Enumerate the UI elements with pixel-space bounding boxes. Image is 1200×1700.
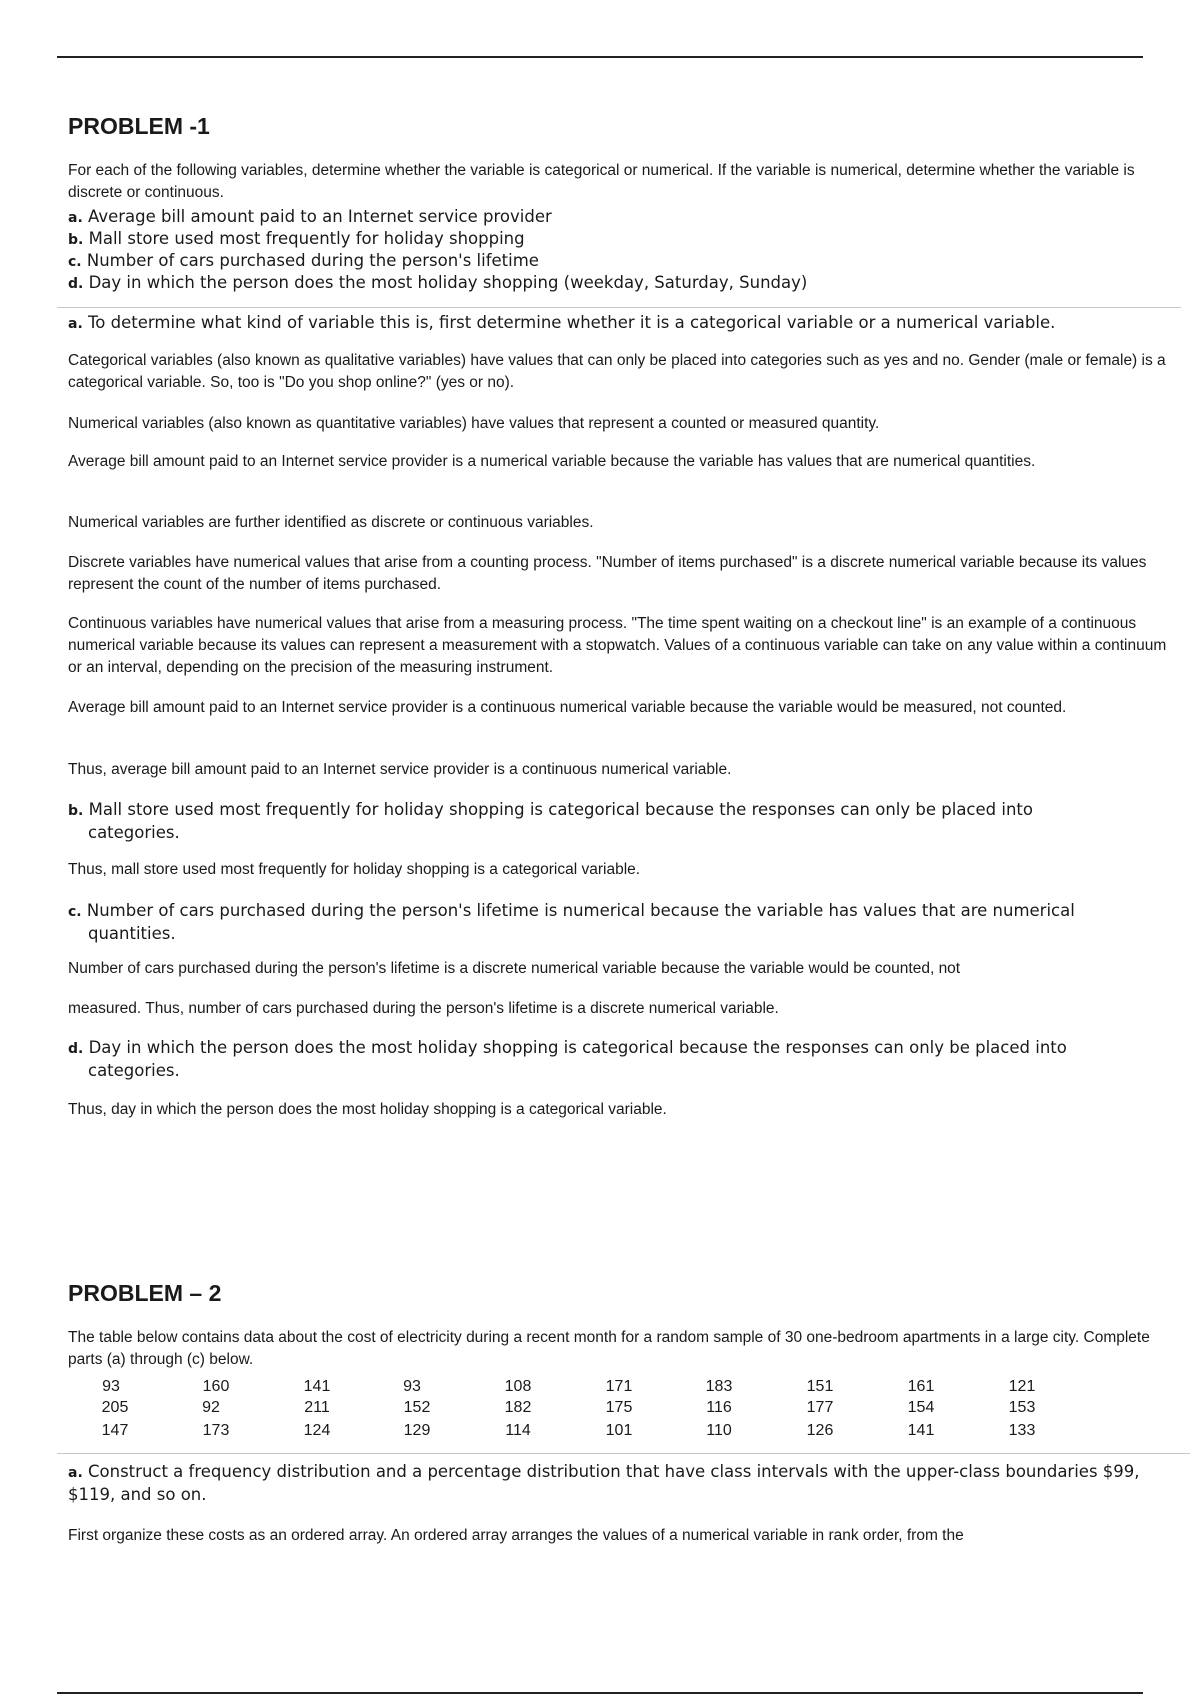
problem2-separator (57, 1453, 1190, 1454)
table-cell: 126 (806, 1422, 834, 1439)
problem1-item-b (68, 228, 1178, 251)
answer-b-para: Thus, mall store used most frequently for holiday shopping is a categorical variable. (68, 861, 641, 878)
table-cell: 205 (101, 1399, 129, 1416)
answer-text: Construct a frequency distribution and a percentage distribution that have class intervals with the upper-class boundaries $99, $119, and so on. (68, 1462, 1140, 1504)
answer-a-heading (68, 312, 1178, 335)
problem1-intro: For each of the following variables, determine whether the variable is categorical or numerical. If the variable is numerical, determine whether the variable is discrete or continuous. (68, 162, 1135, 201)
item-text: Mall store used most frequently for holiday shopping (88, 229, 525, 248)
answer-continuation: quantities. (88, 924, 176, 943)
problem1-item-c (68, 250, 1178, 273)
top-rule (57, 56, 1143, 58)
answer-label: d. (68, 1041, 84, 1057)
answer-text: To determine what kind of variable this is, first determine whether it is a categorical variable or a numerical variable. (88, 313, 1056, 332)
table-cell: 182 (504, 1399, 532, 1416)
problem1-title: PROBLEM -1 (68, 113, 210, 139)
problem2-title: PROBLEM – 2 (68, 1280, 222, 1306)
answer-label: b. (68, 803, 84, 819)
table-cell: 153 (1008, 1399, 1036, 1416)
item-text: Average bill amount paid to an Internet service provider (88, 207, 552, 226)
answer-c-para-1: Number of cars purchased during the person's lifetime is a discrete numerical variable because the variable would be counted, not (68, 960, 961, 977)
table-cell: 101 (605, 1422, 633, 1439)
answer-a-para-6: Continuous variables have numerical values that arise from a measuring process. "The time spent waiting on a checkout line" is an example of a continuous numerical variable because its values can represent a measurement with a stopwatch. Values of a continuous variable can take on any value within a continuum or an interval, depending on the precision of the measuring instrument. (68, 615, 1167, 676)
answer-d-para: Thus, day in which the person does the most holiday shopping is a categorical variable. (68, 1101, 667, 1118)
answer-continuation: categories. (88, 1061, 180, 1080)
answer-a-para-8: Thus, average bill amount paid to an Internet service provider is a continuous numerical variable. (68, 761, 732, 778)
item-label: b. (68, 232, 84, 248)
answer-label: c. (68, 904, 82, 920)
answer-b-heading (68, 799, 1178, 844)
table-cell: 114 (505, 1422, 531, 1439)
table-cell: 133 (1008, 1422, 1036, 1439)
table-cell: 151 (806, 1378, 834, 1395)
table-cell: 121 (1008, 1378, 1036, 1395)
answer-a-para-7: Average bill amount paid to an Internet service provider is a continuous numerical variable because the variable would be measured, not counted. (68, 699, 1067, 716)
table-cell: 147 (101, 1422, 129, 1439)
answer-label: a. (68, 1465, 83, 1481)
answer-a-para-5: Discrete variables have numerical values that arise from a counting process. "Number of items purchased" is a discrete numerical variable because its values represent the count of the number of items purchased. (68, 554, 1147, 593)
item-text: Number of cars purchased during the person's lifetime (86, 251, 539, 270)
table-cell: 183 (705, 1378, 733, 1395)
answer-a-para-3: Average bill amount paid to an Internet service provider is a numerical variable because the variable has values that are numerical quantities. (68, 453, 1036, 470)
answer-text: Day in which the person does the most holiday shopping is categorical because the responses can only be placed into (88, 1038, 1067, 1057)
item-text: Day in which the person does the most holiday shopping (weekday, Saturday, Sunday) (88, 273, 808, 292)
item-label: d. (68, 276, 84, 292)
table-cell: 108 (504, 1378, 532, 1395)
table-cell: 93 (403, 1378, 421, 1395)
table-cell: 92 (202, 1399, 220, 1416)
table-cell: 152 (403, 1399, 431, 1416)
table-cell: 160 (202, 1378, 230, 1395)
answer-c-heading (68, 900, 1178, 945)
table-cell: 211 (304, 1399, 330, 1416)
bottom-rule (57, 1692, 1143, 1694)
answer-a-para-2: Numerical variables (also known as quantitative variables) have values that represent a counted or measured quantity. (68, 415, 880, 432)
table-cell: 175 (605, 1399, 633, 1416)
problem1-separator (57, 307, 1181, 308)
problem2-intro: The table below contains data about the cost of electricity during a recent month for a random sample of 30 one-bedroom apartments in a large city. Complete parts (a) through (c) below. (68, 1329, 1150, 1368)
answer-label: a. (68, 316, 83, 332)
problem1-item-a (68, 206, 1178, 229)
table-cell: 110 (706, 1422, 732, 1439)
answer-a-para-4: Numerical variables are further identified as discrete or continuous variables. (68, 514, 594, 531)
table-cell: 177 (806, 1399, 834, 1416)
answer-text: Number of cars purchased during the person's lifetime is numerical because the variable has values that are numerical (86, 901, 1075, 920)
item-label: a. (68, 210, 83, 226)
table-cell: 171 (605, 1378, 633, 1395)
table-cell: 141 (303, 1378, 331, 1395)
problem2-answer-a-para: First organize these costs as an ordered array. An ordered array arranges the values of a numerical variable in rank order, from the (68, 1527, 964, 1544)
table-cell: 116 (706, 1399, 732, 1416)
table-cell: 173 (202, 1422, 230, 1439)
answer-c-para-2: measured. Thus, number of cars purchased during the person's lifetime is a discrete numerical variable. (68, 1000, 779, 1017)
table-cell: 154 (907, 1399, 935, 1416)
table-cell: 93 (102, 1378, 120, 1395)
answer-continuation: categories. (88, 823, 180, 842)
answer-text: Mall store used most frequently for holiday shopping is categorical because the responses can only be placed into (88, 800, 1033, 819)
table-cell: 124 (303, 1422, 331, 1439)
table-cell: 161 (907, 1378, 935, 1395)
answer-d-heading (68, 1037, 1178, 1082)
answer-a-para-1: Categorical variables (also known as qualitative variables) have values that can only be placed into categories such as yes and no. Gender (male or female) is a categorical variable. So, too is "Do you shop online?" (yes or no). (68, 352, 1166, 391)
problem1-item-d (68, 272, 1178, 295)
table-cell: 129 (403, 1422, 431, 1439)
item-label: c. (68, 254, 82, 270)
table-cell: 141 (907, 1422, 935, 1439)
problem2-answer-a-heading (68, 1461, 1178, 1506)
